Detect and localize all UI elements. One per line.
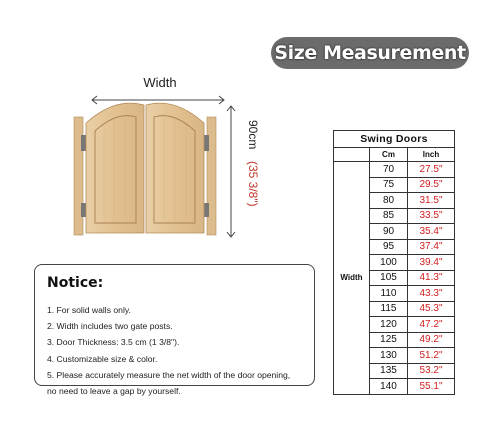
notice-item: 2. Width includes two gate posts. <box>47 321 173 332</box>
size-measurement-banner <box>271 37 469 69</box>
cell-inch: 49.2" <box>408 332 455 348</box>
cell-inch: 27.5" <box>408 162 455 178</box>
notice-item: 4. Customizable size & color. <box>47 353 158 364</box>
notice-title: Notice: <box>47 275 104 291</box>
cell-cm: 120 <box>370 317 408 333</box>
cell-inch: 29.5" <box>408 177 455 193</box>
cell-cm: 130 <box>370 348 408 364</box>
table-row <box>334 162 455 178</box>
cell-inch: 31.5" <box>408 193 455 209</box>
size-table <box>333 130 455 395</box>
height-cm: 90cm <box>246 120 260 150</box>
cell-inch: 35.4" <box>408 224 455 240</box>
cell-cm: 85 <box>370 208 408 224</box>
cell-inch: 39.4" <box>408 255 455 271</box>
column-header-inch: Inch <box>408 148 455 162</box>
cell-inch: 41.3" <box>408 270 455 286</box>
cell-inch: 53.2" <box>408 363 455 379</box>
cell-cm: 140 <box>370 379 408 395</box>
cell-inch: 33.5" <box>408 208 455 224</box>
notice-item: 3. Door Thickness: 3.5 cm (1 3/8"). <box>47 337 180 348</box>
cell-cm: 90 <box>370 224 408 240</box>
height-dimension-label <box>240 120 260 240</box>
width-dimension-label: Width <box>143 75 177 90</box>
cell-inch: 45.3" <box>408 301 455 317</box>
cell-cm: 100 <box>370 255 408 271</box>
notice-item: no need to leave a gap by yourself. <box>47 386 181 397</box>
cell-cm: 95 <box>370 239 408 255</box>
banner-title: Size Measurement <box>274 42 466 64</box>
cell-inch: 55.1" <box>408 379 455 395</box>
notice-item: 1. For solid walls only. <box>47 305 131 315</box>
table-corner <box>334 148 370 162</box>
cell-inch: 51.2" <box>408 348 455 364</box>
cell-cm: 115 <box>370 301 408 317</box>
table-title: Swing Doors <box>334 131 455 148</box>
row-label-width: Width <box>334 162 370 395</box>
cell-cm: 70 <box>370 162 408 178</box>
cell-cm: 125 <box>370 332 408 348</box>
height-inch: (35 3/8") <box>246 160 260 207</box>
swing-doors-image <box>70 95 220 240</box>
cell-inch: 37.4" <box>408 239 455 255</box>
cell-cm: 135 <box>370 363 408 379</box>
table-body <box>334 162 455 395</box>
cell-cm: 105 <box>370 270 408 286</box>
cell-inch: 43.3" <box>408 286 455 302</box>
height-arrow <box>221 104 241 239</box>
notice-item: 5. Please accurately measure the net width of the door opening, <box>47 369 291 380</box>
column-header-cm: Cm <box>370 148 408 162</box>
cell-cm: 110 <box>370 286 408 302</box>
cell-inch: 47.2" <box>408 317 455 333</box>
cell-cm: 75 <box>370 177 408 193</box>
notice-box <box>34 264 315 397</box>
cell-cm: 80 <box>370 193 408 209</box>
